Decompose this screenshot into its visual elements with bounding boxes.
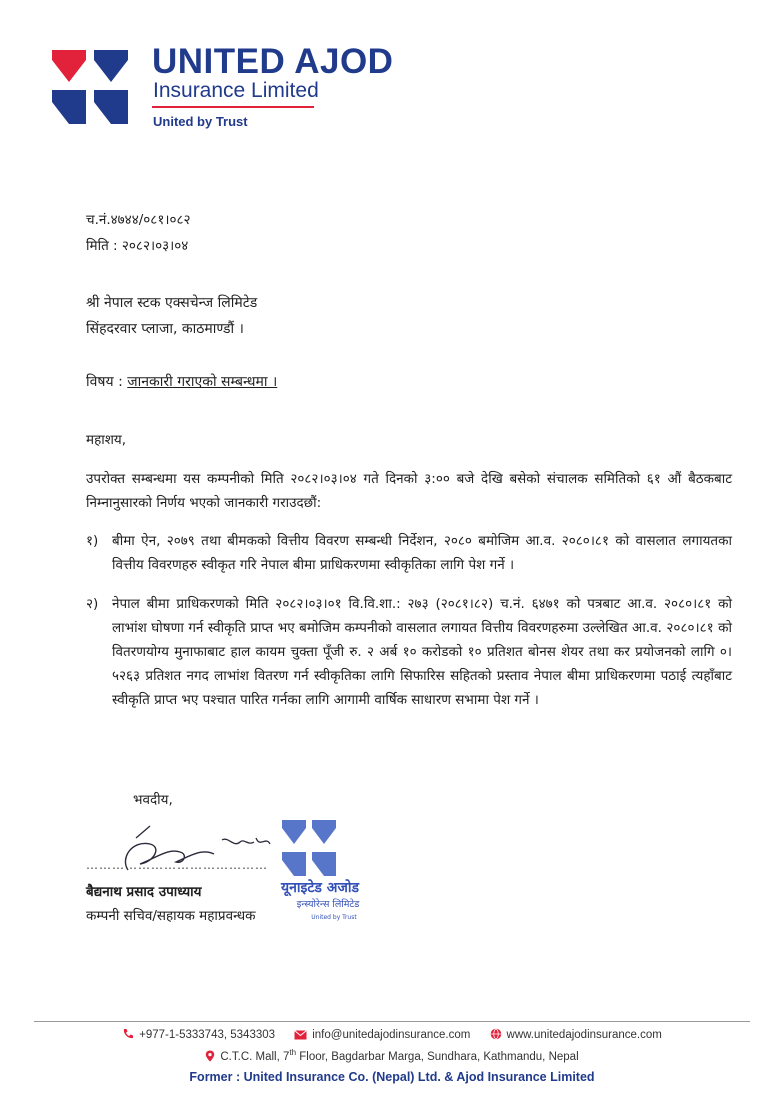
footer-address-sup: th	[289, 1048, 297, 1057]
footer-address-rest: Floor, Bagdarbar Marga, Sundhara, Kathmandu, Nepal	[296, 1050, 579, 1063]
footer-phone	[122, 1028, 275, 1041]
list-item-text: बीमा ऐन, २०७९ तथा बीमकको वित्तीय विवरण सम्बन्धी निर्देशन, २०८० बमोजिम आ.व. २०८०।८१ को वासलात लगायतका वित्तीय विवरणहरु स्वीकृत गरि नेपाल बीमा प्राधिकरणमा स्वीकृतिका लागि पेश गर्ने ।	[112, 533, 732, 573]
company-name: UNITED AJOD	[152, 42, 394, 81]
subject-text: जानकारी गराएको सम्बन्धमा ।	[127, 374, 278, 390]
intro-paragraph: उपरोक्त सम्बन्धमा यस कम्पनीको मिति २०८२।०३।०४ गते दिनको ३:०० बजे देखि बसेको संचालक समितिको ६१ औं बैठकबाट निम्नानुसारको निर्णय भएको जानकारी गराउदछौं:	[86, 471, 732, 511]
list-item	[86, 592, 732, 712]
stamp-text-name: यूनाइटेड अजोड	[280, 880, 360, 896]
footer-phone-text: +977-1-5333743, 5343303	[139, 1029, 276, 1041]
footer-address	[0, 1048, 784, 1063]
list-item	[86, 529, 732, 577]
addressee-address: सिंहदरवार प्लाजा, काठमाण्डौं ।	[86, 321, 244, 337]
brand-divider	[152, 106, 314, 108]
signature-dotted-line: ……………………………………	[86, 858, 268, 872]
company-subtitle: Insurance Limited	[153, 79, 319, 102]
location-pin-icon	[205, 1050, 215, 1062]
salutation: महाशय,	[86, 432, 127, 448]
company-tagline: United by Trust	[153, 114, 248, 129]
footer-former-names: Former : United Insurance Co. (Nepal) Ltd. & Ajod Insurance Limited	[189, 1070, 595, 1084]
subject-line	[86, 372, 277, 391]
footer-contact-row	[0, 1028, 784, 1041]
globe-icon	[490, 1028, 502, 1040]
closing-word: भवदीय,	[133, 792, 173, 808]
stamp-text-sub: इन्स्योरेन्स लिमिटेड	[296, 899, 360, 910]
reference-number: च.नं.४७४४/०८१।०८२	[86, 212, 191, 228]
list-item-number: २)	[86, 596, 99, 612]
footer-divider	[34, 1021, 750, 1022]
phone-icon	[122, 1028, 134, 1040]
email-icon	[294, 1030, 307, 1040]
company-stamp-icon	[268, 812, 378, 924]
footer-website-text: www.unitedajodinsurance.com	[506, 1029, 662, 1041]
stamp-text-tagline: United by Trust	[311, 914, 357, 921]
footer-website[interactable]	[490, 1028, 662, 1041]
subject-label: विषय :	[86, 374, 123, 390]
addressee-name: श्री नेपाल स्टक एक्सचेन्ज लिमिटेड	[86, 295, 258, 311]
signer-title: कम्पनी सचिव/सहायक महाप्रवन्धक	[86, 908, 256, 924]
list-item-number: १)	[86, 533, 99, 549]
footer-address-prefix: C.T.C. Mall, 7	[220, 1050, 290, 1063]
company-logo-icon	[50, 46, 130, 126]
list-item-text: नेपाल बीमा प्राधिकरणको मिति २०८२।०३।०१ वि.वि.शा.: २७३ (२०८१।८२) च.नं. ६४७१ को पत्रबाट आ.व. २०८०।८१ को लाभांश घोषणा गर्न स्वीकृति प्राप्त भए बमोजिम कम्पनीको वासलात लगायत वित्तीय विवरणहरुमा उल्लेखित आ.व. २०८०।८१ को वितरणयोग्य मुनाफाबाट हाल कायम चुक्ता पूँजी रु. २ अर्ब १० करोडको १० प्रतिशत बोनस शेयर तथा कर प्रयोजनको लागि ०।५२६३ प्रतिशत नगद लाभांश वितरण गर्न स्वीकृतिका लागि सिफारिस सहितको प्रस्ताव नेपाल बीमा प्राधिकरणमा पठाई त्यहाँबाट स्वीकृति प्राप्त भए पश्चात पारित गर्नका लागि आगामी वार्षिक साधारण सभामा पेश गर्ने ।	[112, 596, 732, 708]
signer-name: बैद्यनाथ प्रसाद उपाध्याय	[86, 884, 202, 900]
footer-email-text: info@unitedajodinsurance.com	[312, 1029, 471, 1041]
letter-date: मिति : २०८२।०३।०४	[86, 238, 189, 254]
footer-email[interactable]	[294, 1029, 470, 1041]
